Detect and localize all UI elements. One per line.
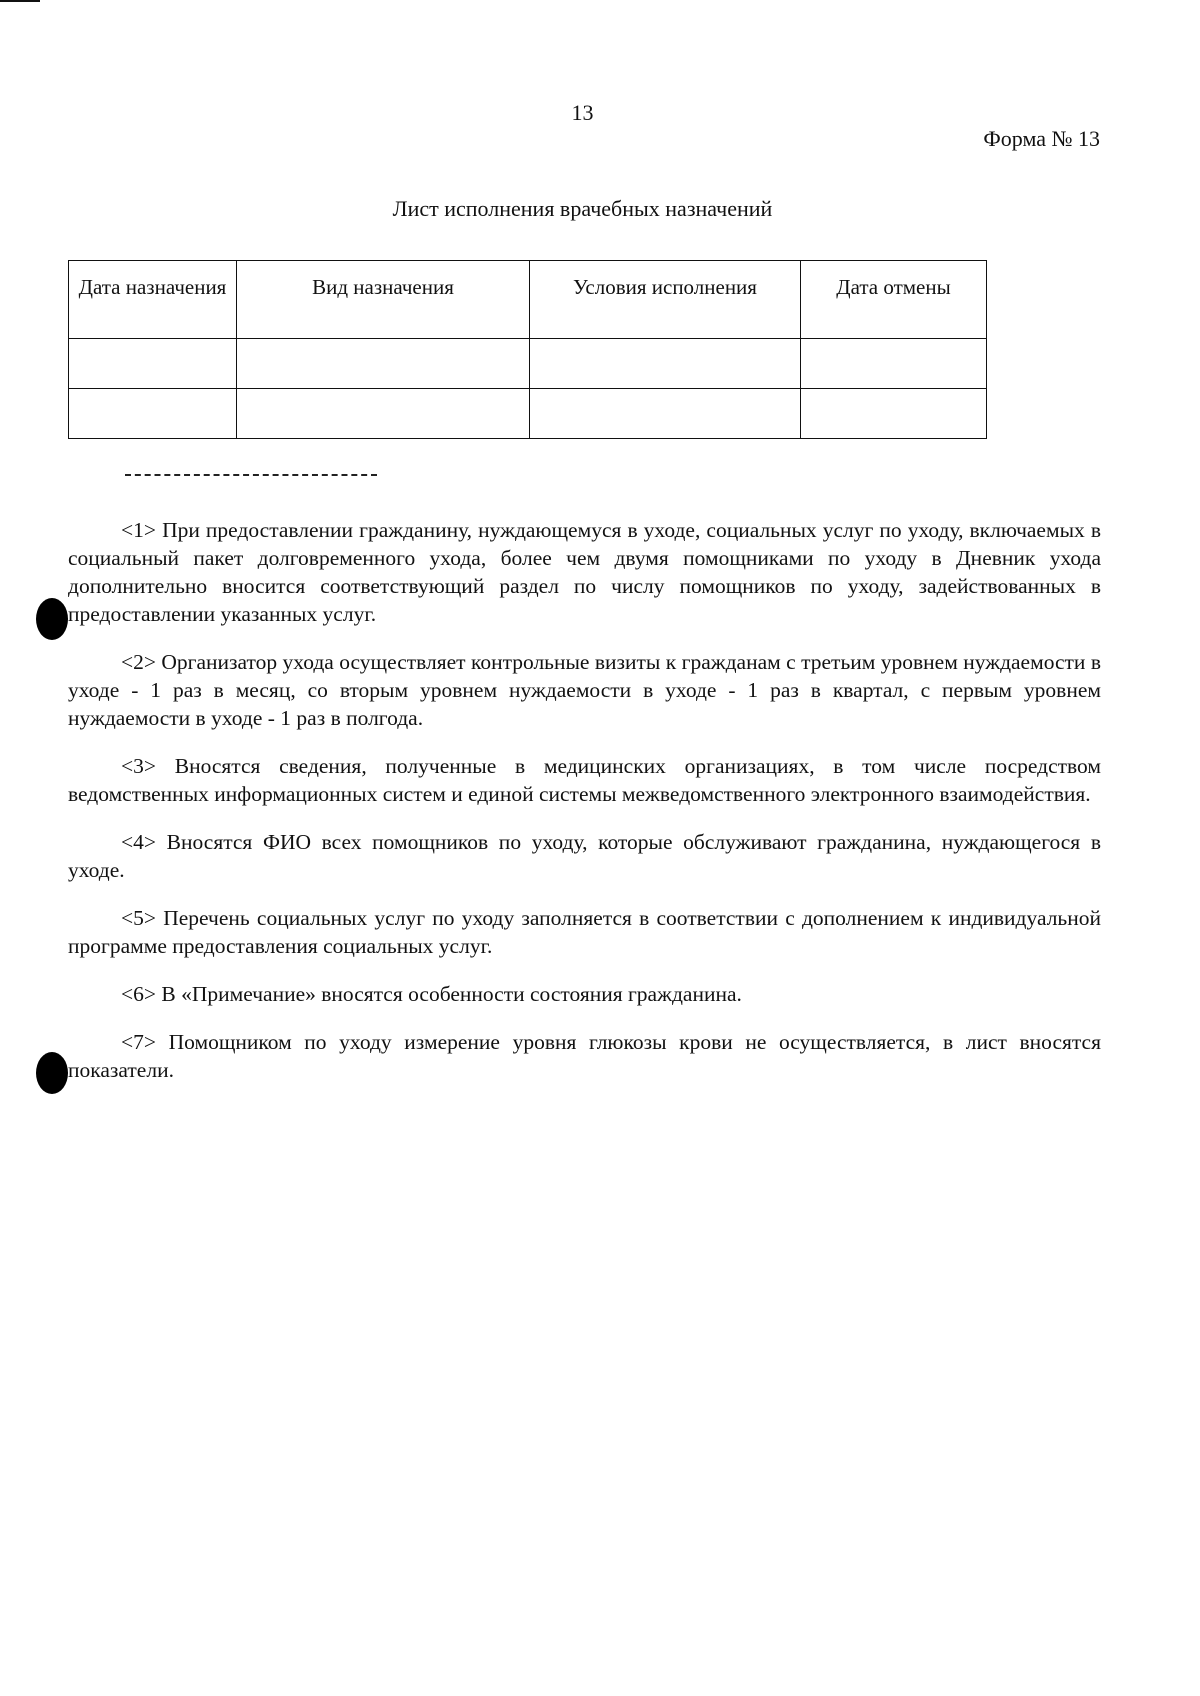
punch-hole-mark xyxy=(36,598,68,640)
form-number: Форма № 13 xyxy=(983,126,1100,151)
table-cell xyxy=(237,389,530,439)
footnote-6: <6> В «Примечание» вносятся особенности состояния гражданина. xyxy=(121,982,742,1006)
table-cell xyxy=(237,339,530,389)
column-header-cancellation-date: Дата отмены xyxy=(801,261,987,339)
footnote-4: <4> Вносятся ФИО всех помощников по уходу, которые обслуживают гражданина, нуждающегося в уходе. xyxy=(68,830,1101,882)
footnotes xyxy=(68,516,1101,1104)
table-cell xyxy=(801,389,987,439)
footnote-7: <7> Помощником по уходу измерение уровня глюкозы крови не осуществляется, в лист вносятся показатели. xyxy=(68,1030,1101,1082)
column-header-assignment-date: Дата назначения xyxy=(69,261,237,339)
page-number: 13 xyxy=(571,100,594,125)
footnote-5: <5> Перечень социальных услуг по уходу заполняется в соответствии с дополнением к индивидуальной программе предоставления социальных услуг. xyxy=(68,906,1101,958)
punch-hole-mark xyxy=(36,1052,68,1094)
table-row xyxy=(69,339,987,389)
table-cell xyxy=(69,389,237,439)
column-header-assignment-type: Вид назначения xyxy=(237,261,530,339)
footnote-1: <1> При предоставлении гражданину, нуждающемуся в уходе, социальных услуг по уходу, включаемых в социальный пакет долговременного ухода, более чем двумя помощниками по уходу в Дневник ухода дополнительно вносится соответствующий раздел по числу помощников по уходу, задействованных в предоставлении указанных услуг. xyxy=(68,518,1101,626)
table-cell xyxy=(530,389,801,439)
table-cell xyxy=(69,339,237,389)
table-row xyxy=(69,389,987,439)
scan-edge-mark xyxy=(0,0,40,2)
table-header-row xyxy=(69,261,987,339)
assignments-table xyxy=(68,260,987,439)
document-title: Лист исполнения врачебных назначений xyxy=(392,196,773,221)
footnote-separator xyxy=(125,474,377,476)
table-cell xyxy=(530,339,801,389)
column-header-execution-conditions: Условия исполнения xyxy=(530,261,801,339)
table-cell xyxy=(801,339,987,389)
footnote-3: <3> Вносятся сведения, полученные в медицинских организациях, в том числе посредством ведомственных информационных систем и единой системы межведомственного электронного взаимодействия. xyxy=(68,754,1101,806)
footnote-2: <2> Организатор ухода осуществляет контрольные визиты к гражданам с третьим уровнем нуждаемости в уходе - 1 раз в месяц, со вторым уровнем нуждаемости в уходе - 1 раз в квартал, с первым уровнем нуждаемости в уходе - 1 раз в полгода. xyxy=(68,650,1101,730)
